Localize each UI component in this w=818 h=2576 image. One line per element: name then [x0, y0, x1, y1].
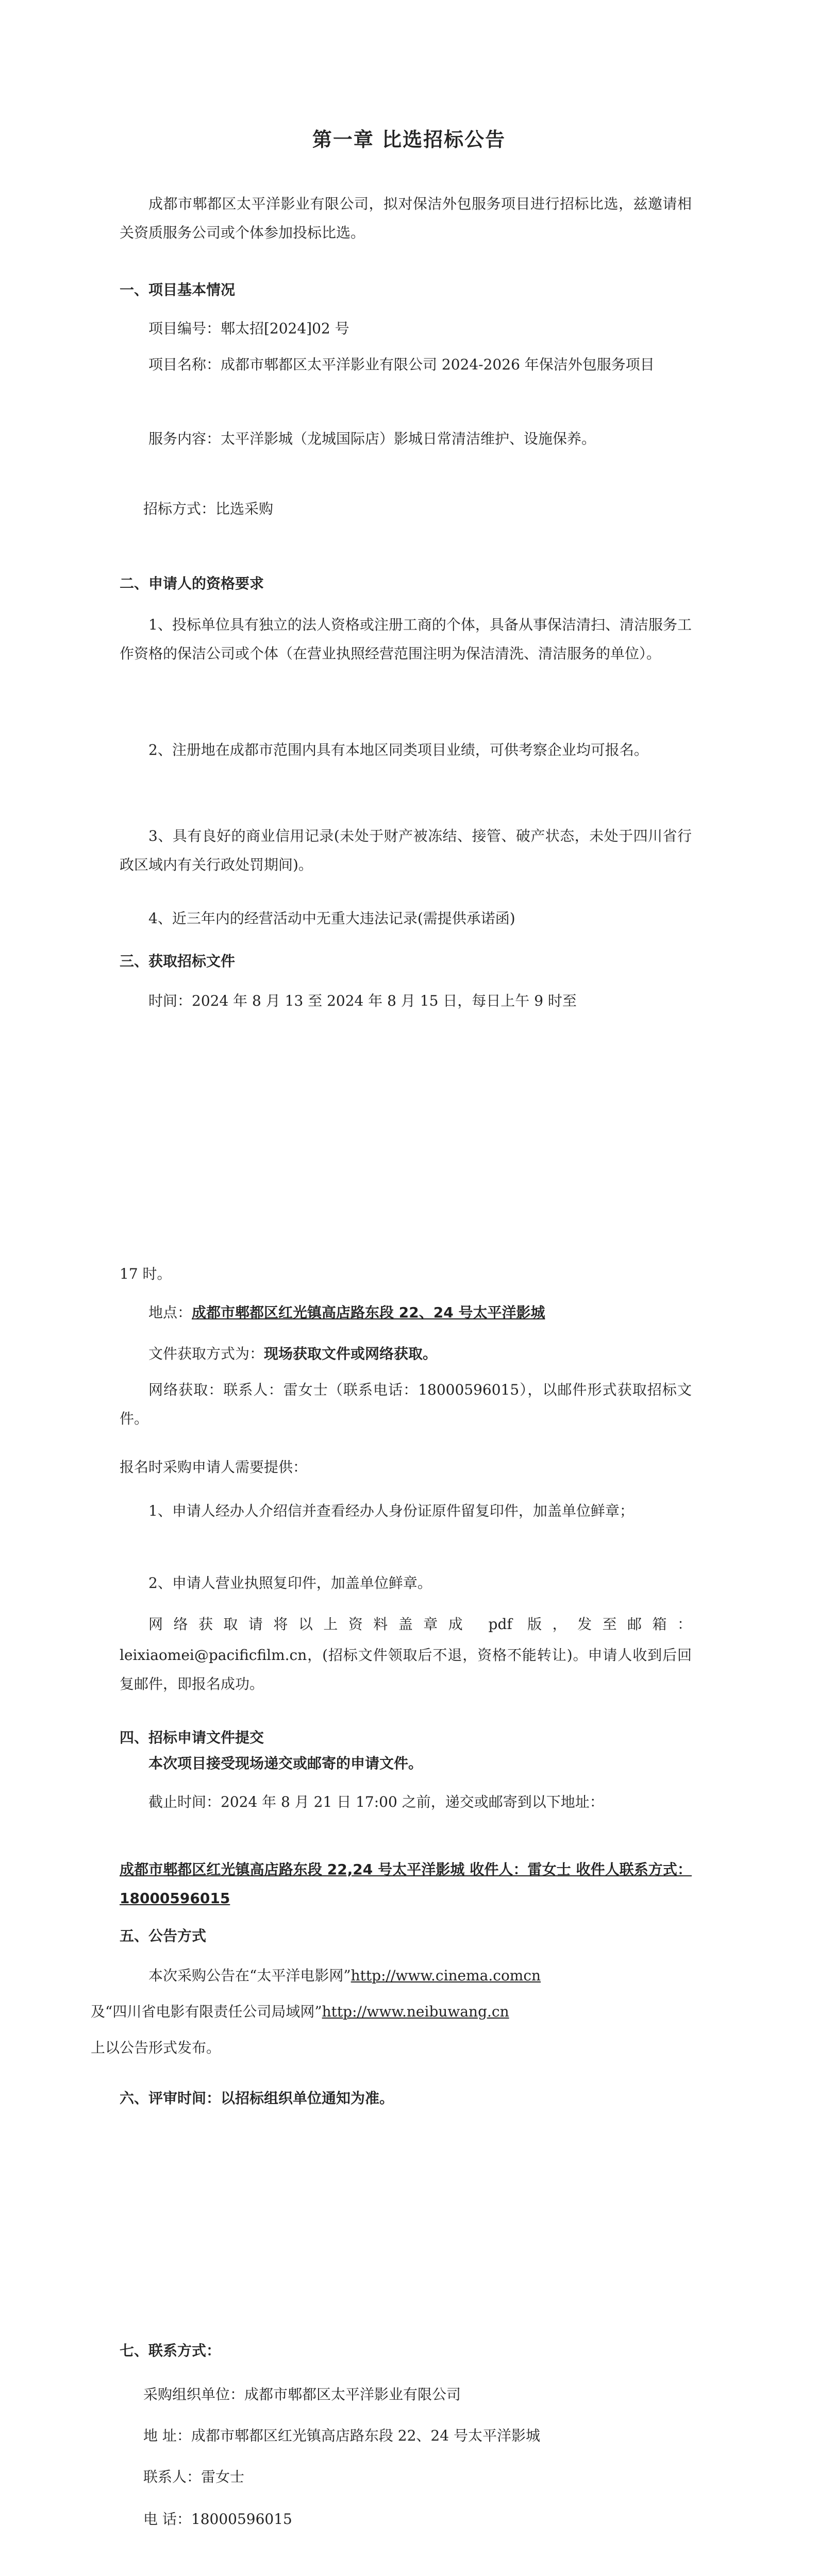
- contact-phone: 电 话：18000596015: [143, 2511, 292, 2528]
- section-5-heading: 五、公告方式: [120, 1927, 207, 1944]
- neibuwang-link[interactable]: http://www.neibuwang.cn: [322, 2003, 509, 2020]
- submission-address: 成都市郫都区红光镇高店路东段 22,24 号太平洋影城 收件人：雷女士 收件人联系方式：18000596015: [120, 1861, 692, 1907]
- submission-note: 本次项目接受现场递交或邮寄的申请文件。: [148, 1755, 423, 1772]
- section-2-heading: 二、申请人的资格要求: [120, 575, 264, 592]
- section-1-heading: 一、项目基本情况: [120, 281, 236, 298]
- required-doc-2: 2、申请人营业执照复印件，加盖单位鲜章。: [148, 1574, 432, 1591]
- announcement-paragraph: [91, 1958, 692, 2066]
- section-4-heading: 四、招标申请文件提交: [120, 1729, 264, 1746]
- acquire-method-value: 现场获取文件或网络获取。: [264, 1345, 438, 1362]
- acquire-method: [120, 1340, 692, 1368]
- contact-address: 地 址：成都市郫都区红光镇高店路东段 22、24 号太平洋影城: [143, 2427, 540, 2444]
- acquire-place-label: 地点：: [148, 1304, 192, 1321]
- section-6-heading: 六、评审时间：以招标组织单位通知为准。: [120, 2090, 394, 2107]
- acquire-time: 时间：2024 年 8 月 13 至 2024 年 8 月 15 日，每日上午 9 时至: [148, 992, 577, 1009]
- acquire-place-value: 成都市郫都区红光镇高店路东段 22、24 号太平洋影城: [192, 1304, 545, 1321]
- acquire-method-label: 文件获取方式为：: [148, 1345, 264, 1362]
- qualification-item-1: 1、投标单位具有独立的法人资格或注册工商的个体，具备从事保洁清扫、清洁服务工作资格的保洁公司或个体（在营业执照经营范围注明为保洁清洗、清洁服务的单位）。: [120, 616, 692, 662]
- acquire-time-end: 17 时。: [120, 1265, 172, 1282]
- acquire-place: [120, 1298, 692, 1327]
- submission-deadline: 截止时间：2024 年 8 月 21 日 17:00 之前，递交或邮寄到以下地址：: [148, 1793, 604, 1810]
- required-documents-intro: 报名时采购申请人需要提供：: [120, 1459, 308, 1476]
- project-number: 项目编号：郫太招[2024]02 号: [148, 320, 349, 337]
- service-content: 服务内容：太平洋影城（龙城国际店）影城日常清洁维护、设施保养。: [148, 430, 596, 447]
- intro-paragraph: 成都市郫都区太平洋影业有限公司，拟对保洁外包服务项目进行招标比选，兹邀请相关资质服务公司或个体参加投标比选。: [120, 195, 692, 241]
- contact-person: 联系人：雷女士: [143, 2468, 245, 2485]
- network-acquire: 网络获取：联系人：雷女士（联系电话：18000596015），以邮件形式获取招标文件。: [120, 1381, 692, 1427]
- announcement-text-3: 上以公告形式发布。: [91, 2039, 221, 2056]
- email-address: leixiaomei@pacificfilm.cn，(招标文件领取后不退，资格不能转让)。申请人收到后回复邮件，即报名成功。: [120, 1647, 692, 1692]
- section-3-heading: 三、获取招标文件: [120, 953, 236, 970]
- required-doc-1: 1、申请人经办人介绍信并查看经办人身份证原件留复印件，加盖单位鲜章；: [148, 1502, 634, 1519]
- project-name: 项目名称：成都市郫都区太平洋影业有限公司 2024-2026 年保洁外包服务项目: [148, 356, 655, 373]
- email-instruction: 网络获取请将以上资料盖章成 pdf 版，发至邮箱：: [148, 1616, 692, 1633]
- cinema-website-link[interactable]: http://www.cinema.comcn: [350, 1967, 541, 1984]
- page-title: 第一章 比选招标公告: [312, 128, 506, 151]
- announcement-text-2: 及“四川省电影有限责任公司局域网”: [91, 2003, 322, 2020]
- qualification-item-4: 4、近三年内的经营活动中无重大违法记录(需提供承诺函): [148, 910, 515, 927]
- bidding-method: 招标方式：比选采购: [143, 500, 274, 517]
- contact-organization: 采购组织单位：成都市郫都区太平洋影业有限公司: [143, 2386, 461, 2403]
- section-7-heading: 七、联系方式：: [120, 2342, 221, 2359]
- qualification-item-3: 3、具有良好的商业信用记录(未处于财产被冻结、接管、破产状态，未处于四川省行政区域内有关行政处罚期间)。: [120, 827, 692, 873]
- qualification-item-2: 2、注册地在成都市范围内具有本地区同类项目业绩，可供考察企业均可报名。: [148, 741, 648, 758]
- announcement-text-1: 本次采购公告在“太平洋电影网”: [148, 1967, 351, 1984]
